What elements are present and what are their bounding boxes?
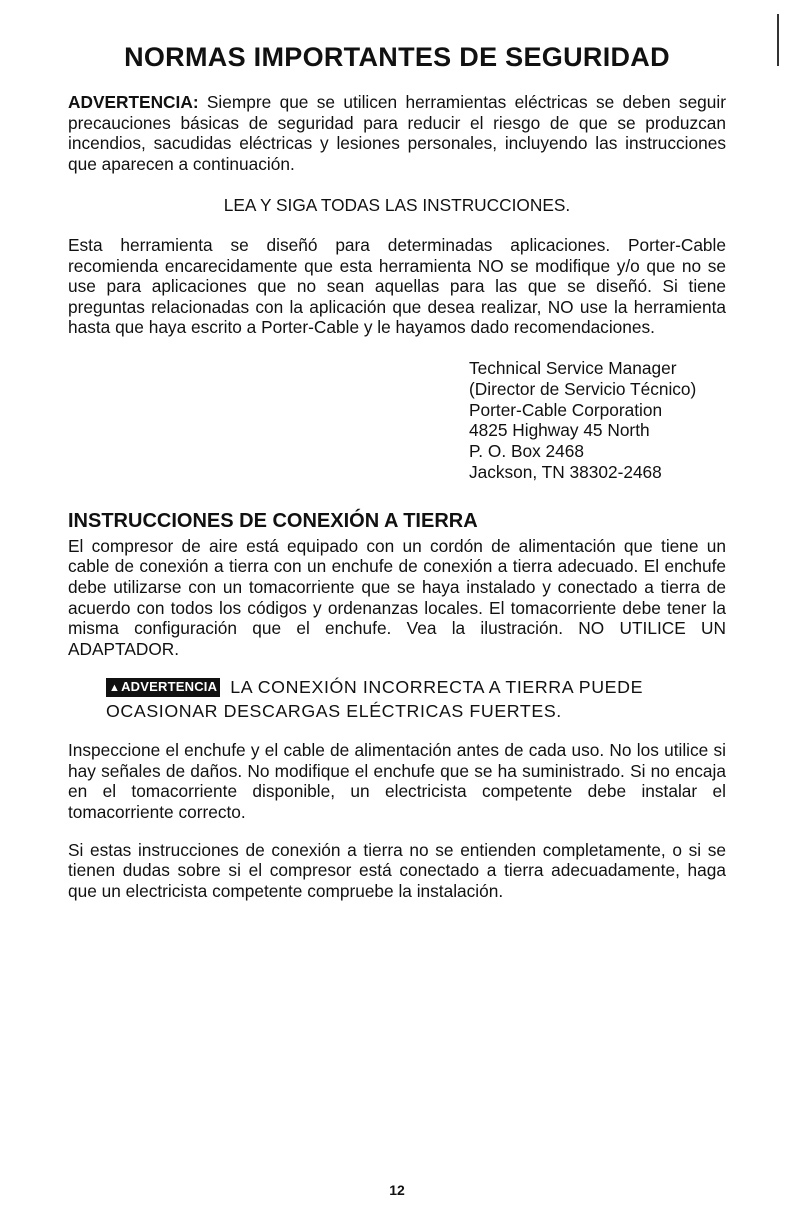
warning-intro-label: ADVERTENCIA: xyxy=(68,92,199,112)
warning-badge-label: ADVERTENCIA xyxy=(121,679,218,695)
address-line: P. O. Box 2468 xyxy=(469,441,584,462)
read-follow-instructions: LEA Y SIGA TODAS LAS INSTRUCCIONES. xyxy=(223,195,571,216)
page-number: 12 xyxy=(389,1182,405,1198)
tool-application-paragraph: Esta herramienta se diseñó para determinadas aplicaciones. Porter-Cable recomienda encarecidamente que esta herramienta NO se modifique y/o que no se use para aplicaciones que no sean aquellas para las que se diseñó. Si tiene preguntas relacionadas con la aplicación que desea realizar, NO use la herramienta hasta que haya escrito a Porter-Cable y le hayamos dado recomendaciones. xyxy=(68,234,726,338)
address-line: (Director de Servicio Técnico) xyxy=(469,378,697,399)
address-line: Technical Service Manager xyxy=(469,357,677,378)
warning-triangle-icon: ▲ xyxy=(109,682,121,695)
address-line: Jackson, TN 38302-2468 xyxy=(469,461,662,482)
document-page xyxy=(68,38,726,901)
grounding-warning xyxy=(106,675,726,723)
warning-badge xyxy=(106,678,220,697)
warning-intro-paragraph xyxy=(68,92,726,174)
warning-text: LA CONEXIÓN INCORRECTA A TIERRA PUEDE OCASIONAR DESCARGAS ELÉCTRICAS FUERTES. xyxy=(106,677,644,722)
address-line: 4825 Highway 45 North xyxy=(469,420,650,441)
contact-address-block xyxy=(469,358,726,483)
inspect-paragraph: Inspeccione el enchufe y el cable de alimentación antes de cada uso. No los utilice si hay señales de daños. No modifique el enchufe que se ha suministrado. Si no encaja en el tomacorriente disponible, un electricista competente debe instalar el tomacorriente correcto. xyxy=(68,740,726,823)
warning-intro-text: Siempre que se utilicen herramientas eléctricas se deben seguir precauciones básicas de seguridad para reducir el riesgo de que se produzcan incendios, sacudidas eléctricas y lesiones personales, incluyendo las instrucciones que aparecen a continuación. xyxy=(68,92,726,174)
final-paragraph: Si estas instrucciones de conexión a tierra no se entienden completamente, o si se tienen dudas sobre si el compresor está conectado a tierra adecuadamente, haga que un electricista competente compruebe la instalación. xyxy=(68,839,726,901)
page-edge-mark xyxy=(777,14,779,66)
grounding-paragraph: El compresor de aire está equipado con un cordón de alimentación que tiene un cable de conexión a tierra con un enchufe de conexión a tierra adecuado. El enchufe debe utilizarse con un tomacorriente que se haya instalado y conectado a tierra de acuerdo con todos los códigos y ordenanzas locales. El tomacorriente debe tener la misma configuración que el enchufe. Vea la ilustración. NO UTILICE UN ADAPTADOR. xyxy=(68,535,726,659)
grounding-heading: INSTRUCCIONES DE CONEXIÓN A TIERRA xyxy=(68,509,478,532)
page-title: NORMAS IMPORTANTES DE SEGURIDAD xyxy=(124,42,670,72)
address-line: Porter-Cable Corporation xyxy=(469,399,663,420)
